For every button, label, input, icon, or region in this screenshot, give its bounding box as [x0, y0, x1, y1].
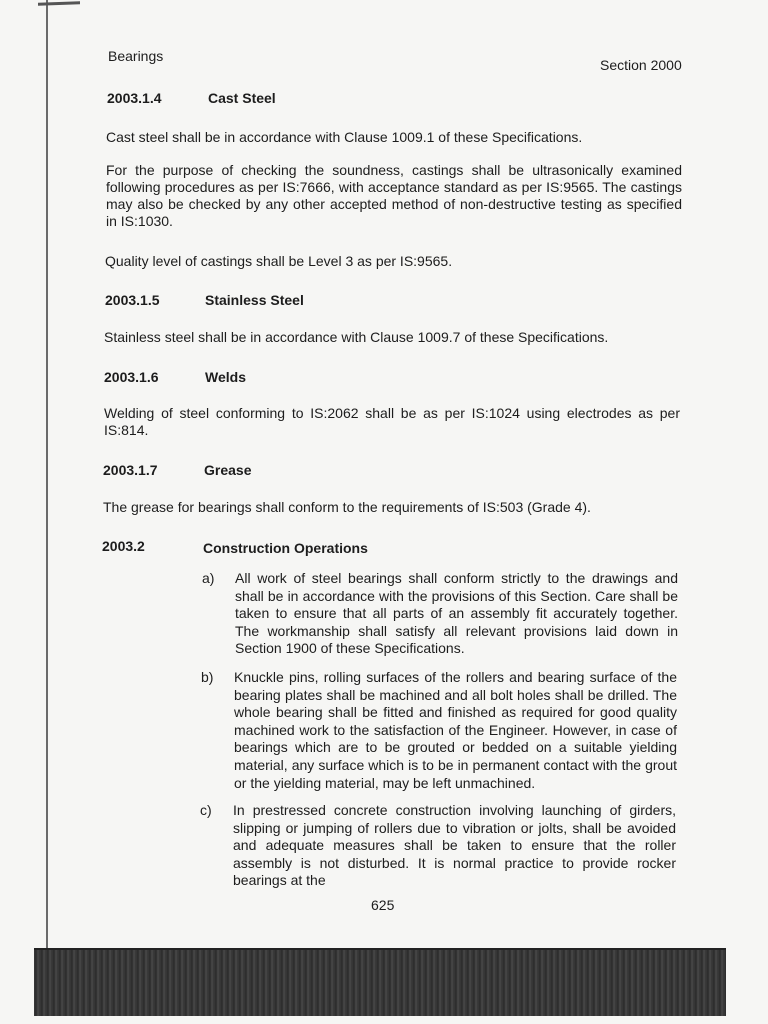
scan-shadow-band [34, 948, 726, 1016]
paragraph: For the purpose of checking the soundness, castings shall be ultrasonically examined following procedures as per IS:7666, with acceptance standard as per IS:9565. The castings may also be checked by any other accepted method of non-destructive testing as specified in IS:1030. [106, 162, 682, 229]
paragraph: Quality level of castings shall be Level 3 as per IS:9565. [105, 253, 453, 269]
section-title: Stainless Steel [205, 292, 304, 308]
section-number: 2003.1.4 [107, 90, 162, 106]
list-item-text: All work of steel bearings shall conform strictly to the drawings and shall be in accordance with the provisions of this Section. Care shall be taken to ensure that all parts of an assembly fit accurately together. The workmanship shall satisfy all relevant provisions laid down in Section 1900 of these Specifications. [235, 570, 678, 657]
section-title: Cast Steel [208, 90, 276, 106]
section-number: 2003.1.7 [103, 462, 158, 478]
paragraph: Stainless steel shall be in accordance with Clause 1009.7 of these Specifications. [104, 329, 609, 345]
list-item [201, 669, 681, 794]
list-item-text: Knuckle pins, rolling surfaces of the rollers and bearing surface of the bearing plates shall be machined and all bolt holes shall be drilled. The whole bearing shall be fitted and finished as required for good quality machined work to the satisfaction of the Engineer. However, in case of bearings which are to be grouted or bedded on a suitable yielding material, any surface which is to be in permanent contact with the grout or the yielding material, may be left unmachined. [234, 669, 677, 791]
list-marker: a) [202, 570, 215, 586]
list-item [202, 570, 682, 660]
paragraph: The grease for bearings shall conform to the requirements of IS:503 (Grade 4). [103, 499, 591, 515]
section-number: 2003.1.6 [104, 369, 159, 385]
paragraph: Welding of steel conforming to IS:2062 shall be as per IS:1024 using electrodes as per IS:814. [104, 405, 680, 438]
section-title: Grease [204, 462, 252, 478]
list-item-text: In prestressed concrete construction involving launching of girders, slipping or jumping of rollers due to vibration or jolts, shall be avoided and adequate measures shall be taken to ensure that the roller assembly is not disturbed. It is normal practice to provide rocker bearings at the [233, 802, 676, 889]
list-item [200, 802, 680, 889]
running-header-right: Section 2000 [600, 57, 682, 73]
section-number: 2003.2 [102, 538, 145, 554]
list-marker: b) [201, 669, 214, 685]
section-title: Construction Operations [203, 540, 368, 556]
running-header-left: Bearings [108, 48, 164, 64]
list-marker: c) [200, 802, 212, 818]
section-number: 2003.1.5 [105, 292, 160, 308]
page-number: 625 [371, 897, 395, 913]
paragraph: Cast steel shall be in accordance with Clause 1009.1 of these Specifications. [106, 129, 583, 145]
section-title: Welds [205, 369, 246, 385]
